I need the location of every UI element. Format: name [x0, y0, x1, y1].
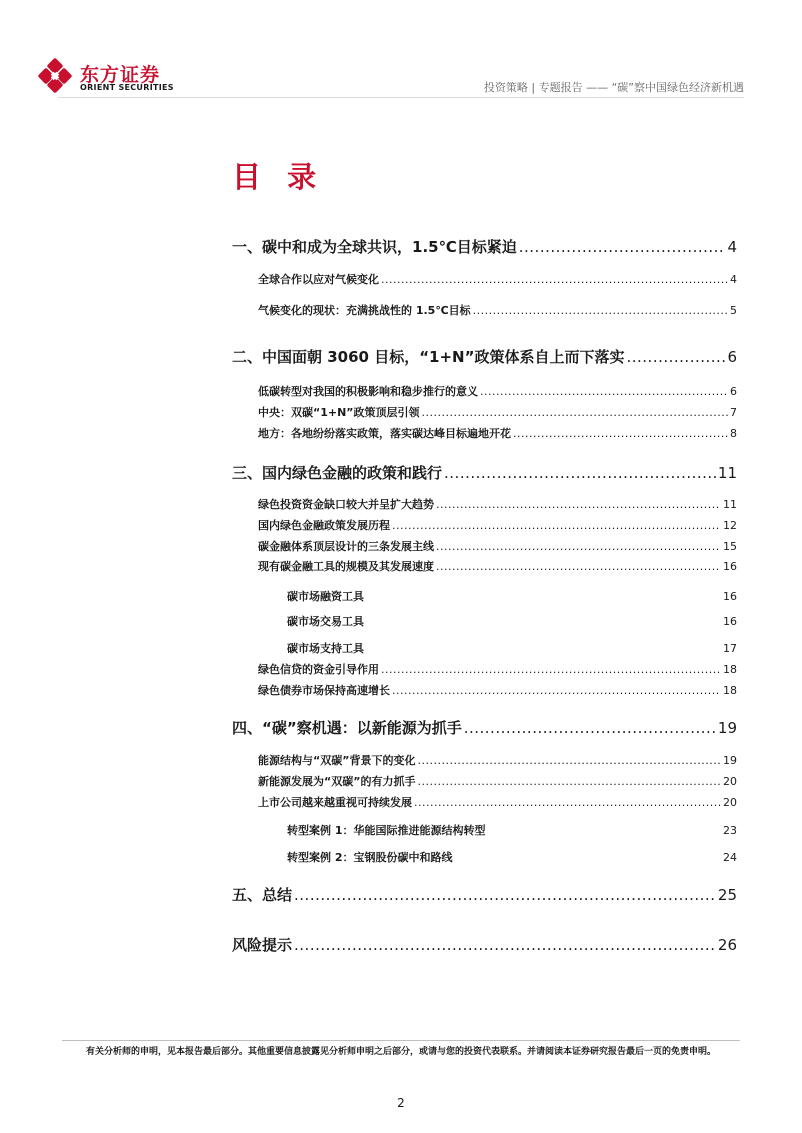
toc-entry[interactable]: [232, 717, 737, 738]
toc-entry-page-number: 7: [730, 406, 737, 419]
toc-entry-page-number: 4: [730, 273, 737, 286]
toc-entry-page-number: 16: [723, 590, 737, 603]
toc-entry[interactable]: [258, 517, 737, 533]
footer-disclaimer: 有关分析师的申明，见本报告最后部分。其他重要信息披露见分析师申明之后部分，或请与您的投资代表联系。并请阅读本证券研究报告最后一页的免责申明。: [85, 1047, 716, 1057]
toc-entry-label: 新能源发展为“双碳”的有力抓手: [258, 775, 416, 788]
toc-dot-leader: [473, 304, 728, 317]
toc-dot-leader: [417, 775, 721, 788]
toc-entry-label: 全球合作以应对气候变化: [258, 273, 379, 286]
toc-dot-leader: [464, 719, 716, 737]
toc-entry-label: 碳市场交易工具: [287, 615, 364, 628]
toc-entry-label: 一、碳中和成为全球共识，1.5℃目标紧迫: [232, 238, 517, 256]
toc-dot-leader: [294, 936, 716, 954]
toc-entry[interactable]: [258, 496, 737, 512]
toc-dot-leader: [513, 427, 728, 440]
toc-dot-leader: [392, 519, 721, 532]
toc-entry-page-number: 6: [727, 348, 737, 366]
toc-dot-leader: [519, 238, 726, 256]
toc-entry[interactable]: [287, 588, 737, 604]
toc-entry[interactable]: [287, 822, 737, 838]
toc-entry[interactable]: [232, 346, 737, 367]
toc-dot-leader: [480, 385, 728, 398]
toc-entry[interactable]: [232, 236, 737, 257]
toc-entry-page-number: 6: [730, 385, 737, 398]
toc-entry-label: 五、总结: [232, 886, 293, 904]
toc-dot-leader: [436, 560, 721, 573]
toc-entry-page-number: 26: [717, 936, 737, 954]
toc-entry-label: 能源结构与“双碳”背景下的变化: [258, 754, 416, 767]
toc-entry[interactable]: [258, 682, 737, 698]
page-number: 2: [397, 1096, 405, 1110]
toc-entry-label: 绿色债券市场保持高速增长: [258, 684, 390, 697]
toc-entry-page-number: 19: [717, 719, 737, 737]
toc-entry-page-number: 15: [723, 540, 737, 553]
toc-dot-leader: [417, 754, 721, 767]
toc-entry-label: 地方：各地纷纷落实政策，落实碳达峰目标遍地开花: [258, 427, 511, 440]
toc-entry[interactable]: [258, 558, 737, 574]
toc-entry[interactable]: [258, 538, 737, 554]
toc-entry-label: 绿色投资资金缺口较大并呈扩大趋势: [258, 498, 434, 511]
toc-entry[interactable]: [258, 271, 737, 287]
toc-entry-label: 绿色信贷的资金引导作用: [258, 663, 379, 676]
toc-entry-page-number: 8: [730, 427, 737, 440]
report-info: 投资策略 | 专题报告 —— “碳”察中国绿色经济新机遇: [483, 81, 744, 94]
toc-entry[interactable]: [258, 773, 737, 789]
toc-dot-leader: [626, 348, 725, 366]
toc-entry-page-number: 18: [723, 684, 737, 697]
toc-entry-label: 低碳转型对我国的积极影响和稳步推行的意义: [258, 385, 478, 398]
toc-entry[interactable]: [258, 404, 737, 420]
toc-entry[interactable]: [232, 934, 737, 955]
toc-entry-label: 碳金融体系顶层设计的三条发展主线: [258, 540, 434, 553]
toc-entry-page-number: 18: [723, 663, 737, 676]
toc-entry-label: 转型案例 1：华能国际推进能源结构转型: [287, 824, 486, 837]
toc-entry-label: 气候变化的现状：充满挑战性的 1.5℃目标: [258, 304, 471, 317]
footer-divider: [62, 1040, 740, 1041]
toc-entry-page-number: 16: [723, 560, 737, 573]
toc-entry[interactable]: [287, 613, 737, 629]
toc-dot-leader: [381, 273, 728, 286]
toc-entry-page-number: 17: [723, 642, 737, 655]
toc-entry-label: 四、“碳”察机遇：以新能源为抓手: [232, 719, 462, 737]
toc-entry-page-number: 12: [723, 519, 737, 532]
toc-entry-page-number: 11: [717, 464, 737, 482]
toc-entry-label: 现有碳金融工具的规模及其发展速度: [258, 560, 434, 573]
toc-entry[interactable]: [258, 794, 737, 810]
toc-entry-label: 二、中国面朝 3060 目标，“1+N”政策体系自上而下落实: [232, 348, 625, 366]
toc-entry-page-number: 16: [723, 615, 737, 628]
toc-entry-label: 转型案例 2：宝钢股份碳中和路线: [287, 851, 453, 864]
toc-entry-page-number: 19: [723, 754, 737, 767]
toc-entry-page-number: 23: [723, 824, 737, 837]
toc-entry-label: 碳市场支持工具: [287, 642, 364, 655]
toc-entry[interactable]: [258, 752, 737, 768]
toc-dot-leader: [294, 886, 716, 904]
logo-english-name: ORIENT SECURITIES: [80, 83, 174, 92]
toc-entry-page-number: 24: [723, 851, 737, 864]
toc-entry-page-number: 25: [717, 886, 737, 904]
logo-chinese-name: 东方证券: [80, 64, 161, 86]
toc-entry-page-number: 11: [723, 498, 737, 511]
toc-dot-leader: [392, 684, 721, 697]
toc-entry[interactable]: [258, 425, 737, 441]
toc-entry-label: 碳市场融资工具: [287, 590, 364, 603]
toc-title: 目 录: [232, 160, 325, 194]
toc-entry-label: 风险提示: [232, 936, 293, 954]
toc-entry[interactable]: [232, 462, 737, 483]
toc-entry-label: 三、国内绿色金融的政策和践行: [232, 464, 443, 482]
toc-entry-label: 国内绿色金融政策发展历程: [258, 519, 390, 532]
toc-dot-leader: [436, 498, 721, 511]
toc-entry[interactable]: [287, 640, 737, 656]
toc-entry-page-number: 20: [723, 775, 737, 788]
toc-dot-leader: [422, 406, 728, 419]
toc-entry[interactable]: [258, 383, 737, 399]
toc-entry-label: 中央：双碳“1+N”政策顶层引领: [258, 406, 420, 419]
toc-entry-page-number: 5: [730, 304, 737, 317]
toc-entry-label: 上市公司越来越重视可持续发展: [258, 796, 412, 809]
toc-dot-leader: [414, 796, 721, 809]
toc-entry[interactable]: [258, 661, 737, 677]
toc-entry[interactable]: [258, 302, 737, 318]
toc-dot-leader: [444, 464, 716, 482]
toc-entry-page-number: 4: [727, 238, 737, 256]
toc-dot-leader: [381, 663, 721, 676]
toc-entry[interactable]: [287, 849, 737, 865]
toc-entry-page-number: 20: [723, 796, 737, 809]
toc-entry[interactable]: [232, 884, 737, 905]
toc-dot-leader: [436, 540, 721, 553]
